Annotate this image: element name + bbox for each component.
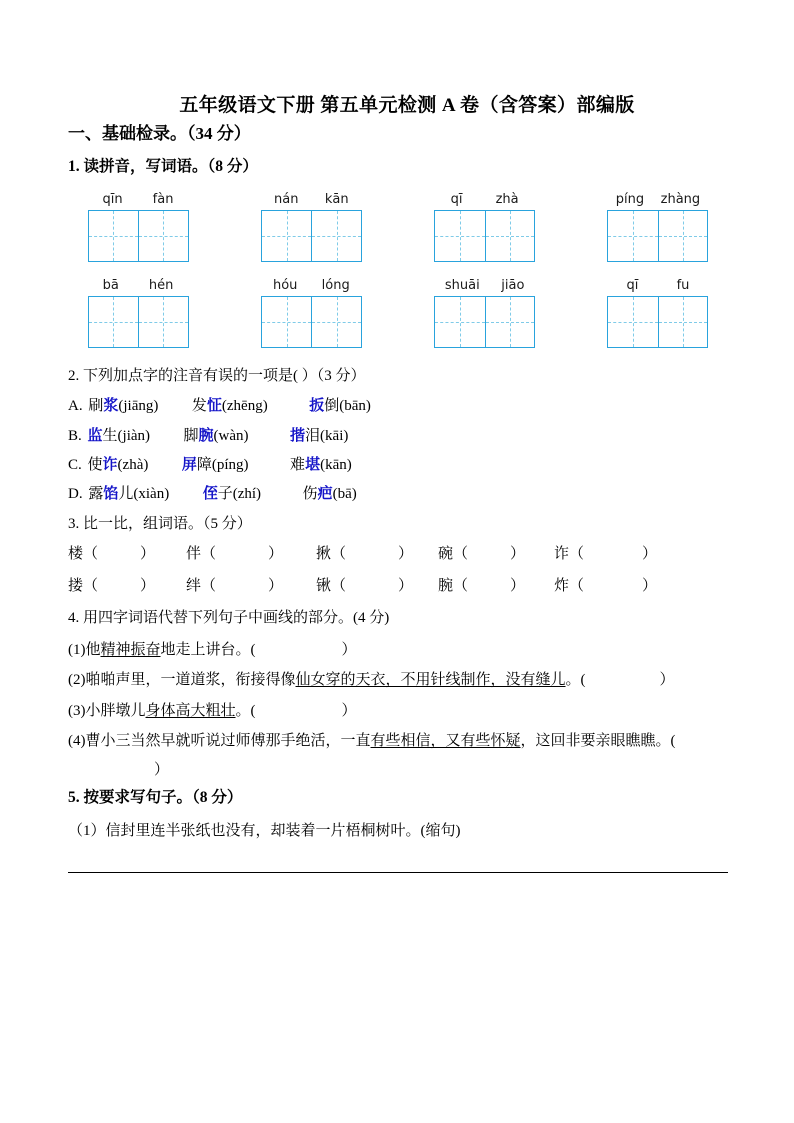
mc-item-marked-char: 诈: [102, 456, 118, 473]
mc-item-marked-char: 疤: [317, 486, 333, 503]
tianzi-grid[interactable]: [88, 210, 189, 262]
pinyin-syllable: lóng: [321, 278, 350, 294]
compare-cell[interactable]: [68, 574, 186, 598]
compare-char: 搂（: [68, 577, 99, 594]
paren-close: ）: [341, 642, 357, 659]
mc-item-post: 障(píng): [196, 456, 249, 473]
mc-option-item: [88, 453, 149, 477]
sentence-text: 地走上讲台。(: [160, 642, 256, 659]
pinyin-syllables: [88, 278, 189, 294]
mc-option-item: [290, 424, 348, 448]
mc-option-d[interactable]: [68, 482, 728, 506]
question-2-options: [68, 394, 728, 506]
tianzi-cell[interactable]: [262, 211, 312, 261]
tianzi-grid[interactable]: [607, 296, 708, 348]
compare-char: 锹（: [316, 577, 347, 594]
compare-cell[interactable]: [316, 574, 438, 598]
tianzi-grid[interactable]: [88, 296, 189, 348]
mc-option-c[interactable]: [68, 453, 728, 477]
paren-close: ）: [398, 545, 414, 562]
pinyin-syllable: fàn: [152, 191, 174, 207]
compare-char: 诈（: [554, 545, 585, 562]
compare-cell[interactable]: [186, 574, 316, 598]
mc-item-post: (bā): [332, 486, 357, 503]
tianzi-cell[interactable]: [608, 297, 658, 347]
tianzi-cell[interactable]: [608, 211, 658, 261]
question-3-heading: 3. 比一比，组词语。（5 分）: [68, 515, 252, 532]
pinyin-syllable: hén: [148, 278, 174, 294]
compare-cell[interactable]: [438, 574, 554, 598]
mc-item-post: (zhēng): [221, 398, 268, 415]
compare-row: [68, 574, 728, 598]
tianzi-cell[interactable]: [485, 211, 535, 261]
mc-item-post: 倒(bān): [324, 398, 371, 415]
tianzi-cell[interactable]: [89, 297, 139, 347]
tianzi-cell[interactable]: [311, 297, 361, 347]
mc-item-post: (wàn): [213, 427, 249, 444]
mc-option-item: [184, 424, 249, 448]
pinyin-item: [415, 278, 555, 348]
underlined-phrase: 精神振奋: [100, 642, 161, 659]
mc-item-post: (kān): [320, 456, 352, 473]
tianzi-grid[interactable]: [607, 210, 708, 262]
question-2-heading: 2. 下列加点字的注音有误的一项是( ）（3 分）: [68, 368, 366, 385]
sentence-item: [68, 727, 728, 786]
compare-cell[interactable]: [68, 542, 186, 566]
tianzi-cell[interactable]: [658, 297, 708, 347]
item-number: (3): [68, 702, 86, 719]
tianzi-cell[interactable]: [658, 211, 708, 261]
pinyin-syllable: qī: [626, 278, 639, 294]
pinyin-syllable: shuāi: [444, 278, 480, 294]
mc-option-label: A.: [68, 398, 83, 415]
mc-item-marked-char: 扳: [309, 398, 325, 415]
pinyin-syllable: nán: [274, 191, 299, 207]
sentence-text: ，这回非要亲眼瞧瞧。(: [520, 732, 676, 749]
pinyin-syllable: qī: [450, 191, 463, 207]
mc-option-item: [88, 394, 158, 418]
mc-item-marked-char: 揩: [290, 427, 306, 444]
mc-item-pre: 伤: [302, 486, 318, 503]
mc-option-b[interactable]: [68, 424, 728, 448]
pinyin-row: [68, 278, 728, 348]
mc-item-post: 儿(xiàn): [118, 486, 170, 503]
sentence-text: 小胖墩儿: [85, 702, 146, 719]
mc-item-pre: 难: [290, 456, 306, 473]
paren-close: ）: [398, 577, 414, 594]
pinyin-syllable: zhàng: [660, 191, 701, 207]
mc-item-post: 子(zhí): [217, 486, 262, 503]
mc-item-marked-char: 腕: [198, 427, 214, 444]
tianzi-grid[interactable]: [434, 210, 535, 262]
sentence-text: 。(: [235, 702, 256, 719]
pinyin-syllable: kān: [324, 191, 349, 207]
mc-item-marked-char: 侄: [202, 486, 218, 503]
tianzi-grid[interactable]: [261, 296, 362, 348]
pinyin-syllable: píng: [615, 191, 645, 207]
mc-option-item: [182, 453, 249, 477]
tianzi-cell[interactable]: [435, 297, 485, 347]
item-number: (1): [68, 642, 86, 659]
pinyin-syllables: [607, 192, 708, 208]
paren-close: ）: [268, 545, 284, 562]
pinyin-item: [588, 278, 728, 348]
compare-char: 楼（: [68, 545, 99, 562]
mc-item-marked-char: 堪: [305, 456, 321, 473]
mc-option-item: [290, 453, 352, 477]
mc-option-item: [309, 394, 371, 418]
item-number: (2): [68, 672, 86, 689]
mc-item-marked-char: 屏: [181, 456, 197, 473]
tianzi-cell[interactable]: [435, 211, 485, 261]
mc-option-item: [88, 424, 151, 448]
mc-option-a[interactable]: [68, 394, 728, 418]
question-3-body: [68, 542, 728, 599]
pinyin-syllables: [261, 278, 362, 294]
page-content: [68, 92, 728, 881]
paren-close: ）: [659, 672, 675, 689]
pinyin-row: [68, 192, 728, 262]
mc-item-marked-char: 监: [87, 427, 103, 444]
paren-close: ）: [154, 762, 170, 779]
paren-close: ）: [140, 545, 156, 562]
sentence-item: [68, 697, 728, 726]
mc-item-post: (jiāng): [118, 398, 159, 415]
tianzi-grid[interactable]: [434, 296, 535, 348]
question-4-heading: 4. 用四字词语代替下列句子中画线的部分。(4 分): [68, 610, 390, 627]
mc-item-post: 泪(kāi): [305, 427, 349, 444]
pinyin-item: [68, 278, 208, 348]
compare-cell[interactable]: [554, 542, 674, 566]
compare-cell[interactable]: [438, 542, 554, 566]
pinyin-syllable: zhà: [495, 191, 519, 207]
mc-option-label: C.: [68, 456, 82, 473]
pinyin-grid-block: [68, 192, 728, 349]
pinyin-syllables: [261, 192, 362, 208]
mc-option-item: [203, 482, 261, 506]
pinyin-syllables: [88, 192, 189, 208]
underlined-phrase: 仙女穿的天衣，不用针线制作，没有缝儿: [295, 672, 566, 689]
section-heading-basics: 一、基础检录。（34 分）: [68, 123, 251, 143]
tianzi-cell[interactable]: [138, 211, 188, 261]
answer-line[interactable]: [68, 872, 728, 873]
pinyin-item: [241, 192, 381, 262]
tianzi-cell[interactable]: [138, 297, 188, 347]
mc-item-marked-char: 怔: [206, 398, 222, 415]
pinyin-syllables: [434, 192, 535, 208]
mc-option-item: [303, 482, 357, 506]
mc-item-pre: 使: [87, 456, 103, 473]
sentence-text: 曹小三当然早就听说过师傅那手绝活，一直: [85, 732, 371, 749]
pinyin-item: [241, 278, 381, 348]
pinyin-item: [415, 192, 555, 262]
pinyin-item: [588, 192, 728, 262]
paren-close: ）: [510, 577, 526, 594]
compare-row: [68, 542, 728, 566]
mc-item-pre: 发: [191, 398, 207, 415]
mc-item-post: (zhà): [117, 456, 149, 473]
tianzi-cell[interactable]: [262, 297, 312, 347]
write-sentence-item: （1）信封里连半张纸也没有，却装着一片梧桐树叶。(缩句): [68, 823, 461, 840]
sentence-text: 。(: [565, 672, 586, 689]
question-5-heading: 5. 按要求写句子。（8 分）: [68, 789, 243, 807]
compare-char: 腕（: [438, 577, 469, 594]
tianzi-cell[interactable]: [485, 297, 535, 347]
compare-char: 揪（: [316, 545, 347, 562]
pinyin-syllables: [434, 278, 535, 294]
compare-char: 炸（: [554, 577, 585, 594]
mc-option-item: [88, 482, 169, 506]
pinyin-syllables: [607, 278, 708, 294]
pinyin-syllable: jiāo: [501, 278, 525, 294]
mc-item-marked-char: 馅: [103, 486, 119, 503]
compare-char: 伴（: [186, 545, 217, 562]
question-1-heading: 1. 读拼音，写词语。（8 分）: [68, 158, 258, 176]
paren-close: ）: [268, 577, 284, 594]
paren-close: ）: [341, 702, 357, 719]
compare-cell[interactable]: [554, 574, 674, 598]
tianzi-grid[interactable]: [261, 210, 362, 262]
sentence-item: [68, 636, 728, 665]
pinyin-item: [68, 192, 208, 262]
compare-char: 碗（: [438, 545, 469, 562]
paren-close: ）: [140, 577, 156, 594]
pinyin-syllable: fu: [676, 278, 690, 294]
underlined-phrase: 身体高大粗壮: [145, 702, 236, 719]
sentence-text: 他: [85, 642, 101, 659]
pinyin-syllable: qīn: [102, 191, 123, 207]
item-number: (4): [68, 732, 86, 749]
mc-option-label: B.: [68, 427, 82, 444]
tianzi-cell[interactable]: [311, 211, 361, 261]
page-title: 五年级语文下册 第五单元检测 A 卷（含答案）部编版: [179, 95, 635, 116]
compare-cell[interactable]: [186, 542, 316, 566]
paren-close: ）: [510, 545, 526, 562]
tianzi-cell[interactable]: [89, 211, 139, 261]
pinyin-syllable: bā: [102, 278, 119, 294]
compare-cell[interactable]: [316, 542, 438, 566]
underlined-phrase: 有些相信，又有些怀疑: [370, 732, 521, 749]
mc-option-label: D.: [68, 486, 83, 503]
sentence-text: 啪啪声里，一道道浆，衔接得像: [85, 672, 296, 689]
mc-item-pre: 刷: [88, 398, 104, 415]
mc-option-item: [192, 394, 268, 418]
pinyin-syllable: hóu: [272, 278, 298, 294]
question-4-items: [68, 636, 728, 785]
compare-char: 绊（: [186, 577, 217, 594]
paren-close: ）: [642, 577, 658, 594]
mc-item-pre: 露: [88, 486, 104, 503]
mc-item-post: 生(jiàn): [102, 427, 151, 444]
mc-item-marked-char: 浆: [103, 398, 119, 415]
sentence-item: [68, 666, 728, 695]
mc-item-pre: 脚: [183, 427, 199, 444]
paren-close: ）: [642, 545, 658, 562]
